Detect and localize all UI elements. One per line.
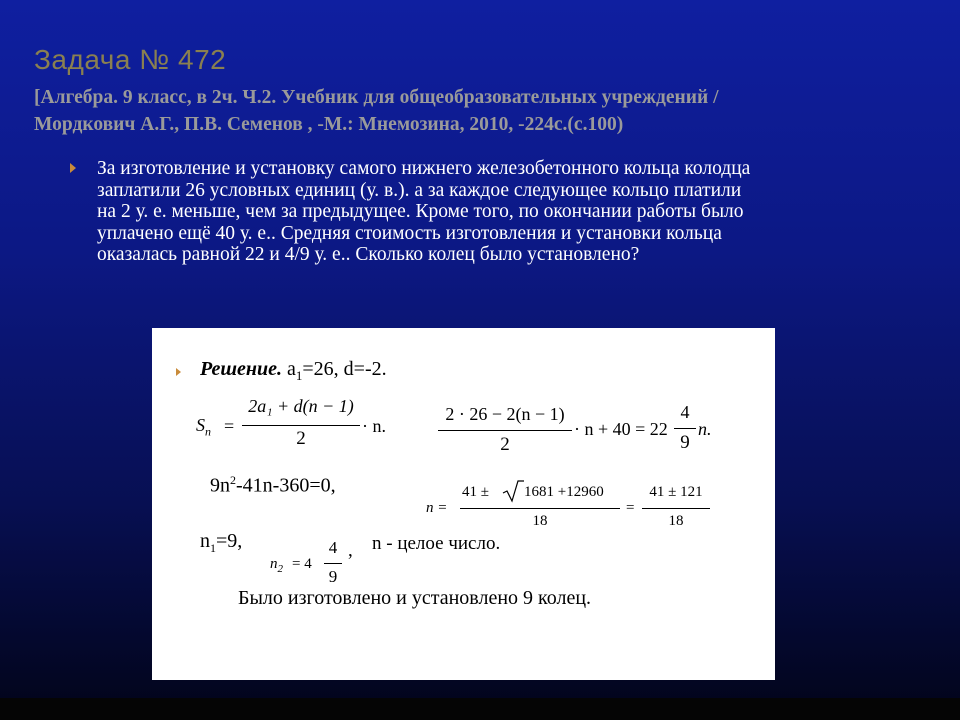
eq2-denominator: 2 <box>500 434 510 455</box>
slide-title: Задача № 472 <box>34 44 227 75</box>
givens-a1: a <box>287 358 296 380</box>
eq2-frac-den: 9 <box>680 432 690 453</box>
n2-base: $n_2$ <box>270 556 283 575</box>
givens-a1-sub: 1 <box>295 368 303 383</box>
eq2-end: n. <box>698 419 712 439</box>
sn-tail: · n. <box>362 416 386 436</box>
comma-separator: , <box>348 540 353 561</box>
n2-equals: = 4 <box>292 556 312 572</box>
givens-values: =26, d=-2. <box>302 358 387 380</box>
quadratic-equation: $9n^2-41n-360=0$, <box>210 473 336 497</box>
n2-frac-num: 4 <box>328 538 338 557</box>
sn-fraction-bar <box>242 425 360 426</box>
eq2-mixed-bar <box>674 428 696 429</box>
problem-statement <box>70 158 940 266</box>
sn-equals: = <box>224 416 235 436</box>
problem-line-2: заплатили 26 условных единиц (у. в.). а за каждое следующее кольцо платили <box>97 179 742 201</box>
n1-value: $n_1=9$, <box>200 530 243 555</box>
root-num-left: 41 ± <box>462 484 489 500</box>
eq2-numerator: 2 · 26 − 2(n − 1) <box>445 404 565 424</box>
root-denominator: 18 <box>532 513 548 529</box>
solution-label: Решение. <box>200 358 283 380</box>
source-line-1: [Алгебра. 9 класс, в 2ч. Ч.2. Учебник для общеобразовательных учреждений / <box>34 87 719 108</box>
n2-fraction-bar <box>324 563 342 564</box>
integer-note: n - целое число. <box>372 533 501 554</box>
solution-panel <box>152 328 775 680</box>
solution-bullet-icon <box>176 368 181 376</box>
eq2-fraction-bar <box>438 430 572 431</box>
n2-frac-den: 9 <box>328 567 338 586</box>
problem-line-3: на 2 у. е. меньше, чем за предыдущее. Кроме того, по окончании работы было <box>97 201 744 222</box>
source-line-2: Мордкович А.Г., П.В. Семенов , -М.: Мнемозина, 2010, -224с.(с.100) <box>34 114 624 135</box>
problem-line-5: оказалась равной 22 и 4/9 у. е.. Сколько колец было установлено? <box>97 244 640 265</box>
eq2-tail: · n + 40 = 22 <box>574 419 668 439</box>
root-lhs: n = <box>426 500 448 516</box>
square-root-icon <box>502 479 524 503</box>
sn-numerator: 2a₁ + d(n − 1) <box>248 396 354 416</box>
sn-lhs: $S_n$ <box>196 415 211 439</box>
solution-givens <box>200 358 387 384</box>
source-citation <box>34 84 934 138</box>
sn-denominator: 2 <box>296 428 306 449</box>
eq2-frac-num: 4 <box>680 402 690 422</box>
problem-line-4: уплачено ещё 40 у. е.. Средняя стоимость изготовления и установки кольца <box>97 222 722 244</box>
problem-line-1: За изготовление и установку самого нижнего железобетонного кольца колодца <box>97 158 751 179</box>
answer-text: Было изготовлено и установлено 9 колец. <box>238 587 592 609</box>
root2-denominator: 18 <box>668 513 684 529</box>
root2-fraction-bar <box>642 508 710 509</box>
root-radicand: 1681 +12960 <box>524 484 604 500</box>
bottom-strip <box>0 698 960 720</box>
root-fraction-bar <box>460 508 620 509</box>
root-equals: = <box>626 500 635 516</box>
root2-numerator: 41 ± 121 <box>649 484 703 500</box>
